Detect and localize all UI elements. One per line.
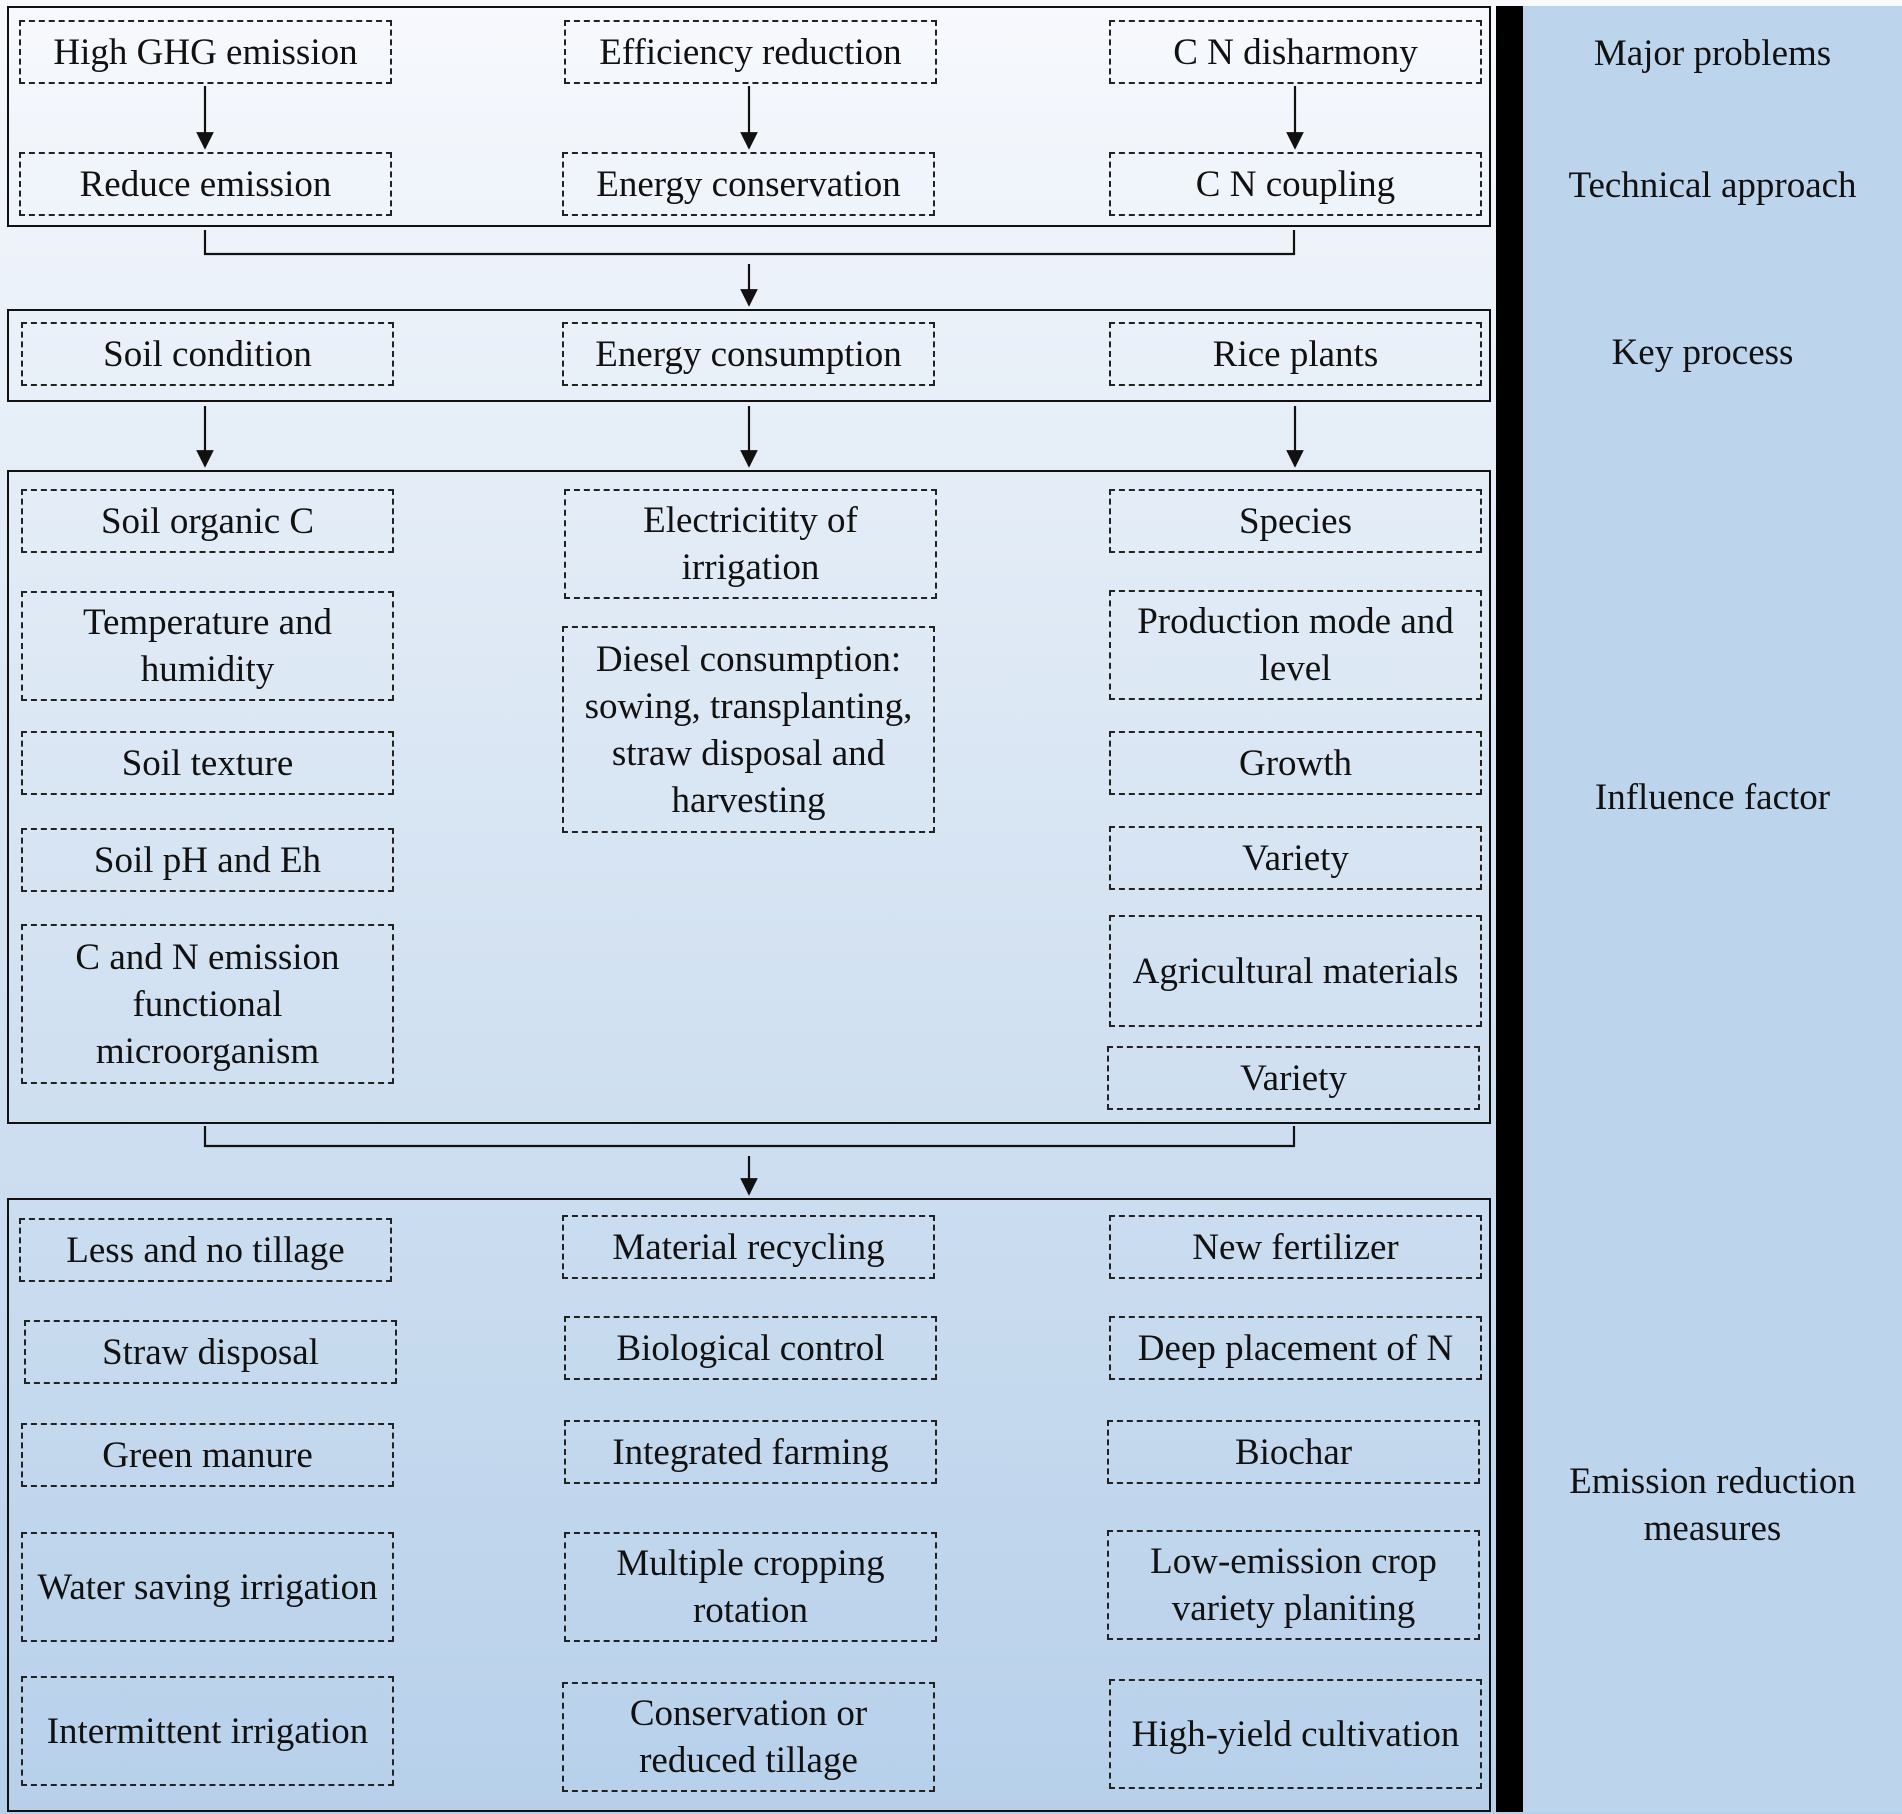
- key-process-rice-plants: Rice plants: [1109, 322, 1482, 386]
- factor-diesel-consumption: Diesel consumption: sowing, transplanting, straw disposal and harvesting: [562, 626, 935, 833]
- measure-high-yield-cultivation: High-yield cultivation: [1109, 1679, 1482, 1789]
- approach-energy-conservation: Energy conservation: [562, 152, 935, 216]
- factor-soil-texture: Soil texture: [21, 731, 394, 795]
- lane-label-technical-approach: Technical approach: [1568, 165, 1857, 206]
- factor-agricultural-materials: Agricultural materials: [1109, 915, 1482, 1027]
- problem-high-ghg-emission: High GHG emission: [19, 20, 392, 84]
- measure-material-recycling: Material recycling: [562, 1215, 935, 1279]
- measure-multiple-cropping-rotation: Multiple cropping rotation: [564, 1532, 937, 1642]
- bracket-factors: [205, 1126, 1294, 1146]
- factor-electricity-irrigation: Electricitity of irrigation: [564, 489, 937, 599]
- lane-label-major-problems: Major problems: [1593, 33, 1832, 74]
- measure-biochar: Biochar: [1107, 1420, 1480, 1484]
- measure-less-no-tillage: Less and no tillage: [19, 1218, 392, 1282]
- lane-label-emission-reduction: Emission reduction measures: [1569, 1461, 1856, 1549]
- measure-intermittent-irrigation: Intermittent irrigation: [21, 1676, 394, 1786]
- problem-cn-disharmony: C N disharmony: [1109, 20, 1482, 84]
- measure-integrated-farming: Integrated farming: [564, 1420, 937, 1484]
- factor-soil-ph-eh: Soil pH and Eh: [21, 828, 394, 892]
- key-process-soil-condition: Soil condition: [21, 322, 394, 386]
- measure-biological-control: Biological control: [564, 1316, 937, 1380]
- factor-soil-organic-c: Soil organic C: [21, 489, 394, 553]
- measure-water-saving-irrigation: Water saving irrigation: [21, 1532, 394, 1642]
- lane-label-influence-factor: Influence factor: [1594, 777, 1831, 818]
- problem-efficiency-reduction: Efficiency reduction: [564, 20, 937, 84]
- measure-conservation-tillage: Conservation or reduced tillage: [562, 1682, 935, 1792]
- bracket-approaches: [205, 230, 1294, 254]
- lane-label-key-process: Key process: [1611, 332, 1794, 373]
- measure-green-manure: Green manure: [21, 1423, 394, 1487]
- approach-reduce-emission: Reduce emission: [19, 152, 392, 216]
- measure-straw-disposal: Straw disposal: [24, 1320, 397, 1384]
- sidebar-divider: [1496, 6, 1523, 1812]
- measure-new-fertilizer: New fertilizer: [1109, 1215, 1482, 1279]
- approach-cn-coupling: C N coupling: [1109, 152, 1482, 216]
- measure-deep-placement-n: Deep placement of N: [1109, 1316, 1482, 1380]
- lane-sidebar: [1523, 6, 1902, 1812]
- key-process-energy-consumption: Energy consumption: [562, 322, 935, 386]
- factor-variety: Variety: [1109, 826, 1482, 890]
- factor-variety-2: Variety: [1107, 1046, 1480, 1110]
- factor-cn-microorganism: C and N emission functional microorganism: [21, 924, 394, 1084]
- factor-production-mode: Production mode and level: [1109, 590, 1482, 700]
- factor-species: Species: [1109, 489, 1482, 553]
- factor-temperature-humidity: Temperature and humidity: [21, 591, 394, 701]
- measure-low-emission-variety: Low-emission crop variety planiting: [1107, 1530, 1480, 1640]
- factor-growth: Growth: [1109, 731, 1482, 795]
